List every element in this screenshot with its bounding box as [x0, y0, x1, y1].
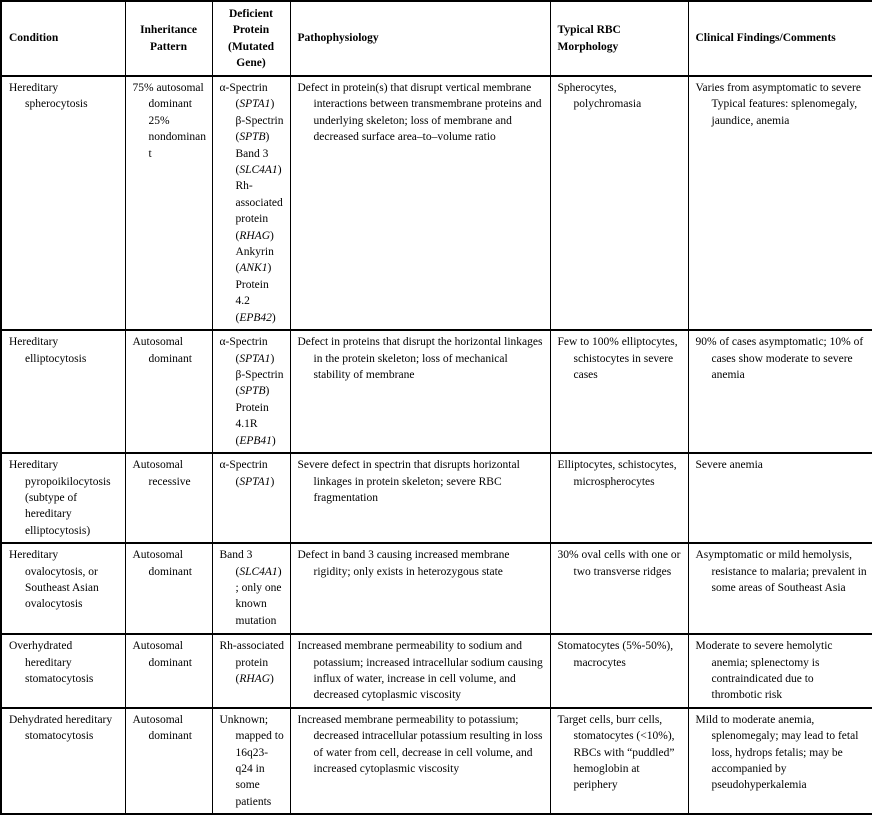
paragraph: Defect in band 3 causing increased membrane rigidity; only exists in heterozygous state	[297, 549, 510, 578]
paragraph: Unknown; mapped to 16q23-q24 in some patients	[219, 713, 284, 808]
cell-deficient-protein	[212, 543, 290, 634]
paragraph: Mild to moderate anemia, splenomegaly; may lead to fetal loss, hydrops fetalis; may be accompanied by pseudohyperkalemia	[695, 713, 859, 792]
header-condition: Condition	[1, 1, 125, 76]
paragraph: Rh-associated protein (RHAG)	[219, 640, 285, 685]
cell-pathophysiology	[290, 543, 550, 634]
cell-rbc-morphology	[550, 453, 688, 543]
paragraph: α-Spectrin (SPTA1) β-Spectrin (SPTB) Protein 4.1R (EPB41)	[219, 336, 284, 447]
cell-inheritance-pattern	[125, 708, 212, 814]
cell-rbc-morphology	[550, 76, 688, 330]
paragraph: Increased membrane permeability to sodium and potassium; increased intracellular sodium causing influx of water, increase in cell volume, and decreased cytoplasmic viscosity	[297, 640, 543, 702]
header-clinical-findings: Clinical Findings/Comments	[688, 1, 872, 76]
paragraph: Asymptomatic or mild hemolysis, resistance to malaria; prevalent in some areas of Southeast Asia	[695, 549, 867, 594]
paragraph: α-Spectrin (SPTA1)	[219, 459, 275, 488]
cell-clinical-findings	[688, 708, 872, 814]
paragraph: Severe defect in spectrin that disrupts horizontal linkages in protein skeleton; severe RBC fragmentation	[297, 459, 520, 504]
cell-condition	[1, 543, 125, 634]
cell-clinical-findings	[688, 453, 872, 543]
paragraph: 25% nondominant	[148, 114, 206, 160]
paragraph: Defect in proteins that disrupt the horizontal linkages in the protein skeleton; loss of mechanical stability of membrane	[297, 336, 543, 381]
cell-rbc-morphology	[550, 708, 688, 814]
cell-rbc-morphology	[550, 330, 688, 453]
cell-clinical-findings	[688, 634, 872, 708]
cell-deficient-protein	[212, 453, 290, 543]
cell-condition	[1, 453, 125, 543]
cell-clinical-findings	[688, 543, 872, 634]
paragraph: Autosomal dominant	[132, 640, 192, 669]
paragraph: Hereditary pyropoikilocytosis (subtype of hereditary elliptocytosis)	[9, 459, 111, 537]
cell-pathophysiology	[290, 76, 550, 330]
table-row	[1, 76, 872, 330]
cell-condition	[1, 708, 125, 814]
paragraph: Hereditary spherocytosis	[9, 82, 88, 111]
paragraph: Stomatocytes (5%-50%), macrocytes	[557, 640, 674, 669]
paragraph: Hereditary ovalocytosis, or Southeast Asian ovalocytosis	[9, 549, 99, 611]
cell-inheritance-pattern	[125, 453, 212, 543]
table-row	[1, 634, 872, 708]
paragraph: Autosomal dominant	[132, 336, 192, 365]
paragraph: Elliptocytes, schistocytes, microspherocytes	[557, 459, 677, 488]
cell-inheritance-pattern	[125, 76, 212, 330]
cell-inheritance-pattern	[125, 543, 212, 634]
header-deficient-protein: Deficient Protein (Mutated Gene)	[212, 1, 290, 76]
cell-clinical-findings	[688, 76, 872, 330]
header-inheritance-pattern: Inheritance Pattern	[125, 1, 212, 76]
cell-pathophysiology	[290, 634, 550, 708]
paragraph: Target cells, burr cells, stomatocytes (<10%), RBCs with “puddled” hemoglobin at periphery	[557, 713, 675, 792]
paragraph: Few to 100% elliptocytes, schistocytes in severe cases	[557, 336, 678, 381]
table-row	[1, 708, 872, 814]
header-pathophysiology: Pathophysiology	[290, 1, 550, 76]
paragraph: Autosomal dominant	[132, 713, 192, 743]
cell-pathophysiology	[290, 330, 550, 453]
paragraph: Overhydrated hereditary stomatocytosis	[9, 640, 94, 685]
header-row	[1, 1, 872, 76]
cell-deficient-protein	[212, 634, 290, 708]
paragraph: Autosomal recessive	[132, 459, 191, 488]
cell-deficient-protein	[212, 76, 290, 330]
header-rbc-morphology: Typical RBC Morphology	[550, 1, 688, 76]
paragraph: Hereditary elliptocytosis	[9, 336, 87, 365]
table-row	[1, 543, 872, 634]
paragraph: Typical features: splenomegaly, jaundice, anemia	[711, 98, 858, 127]
cell-inheritance-pattern	[125, 634, 212, 708]
cell-condition	[1, 330, 125, 453]
cell-condition	[1, 76, 125, 330]
table-row	[1, 453, 872, 543]
cell-deficient-protein	[212, 708, 290, 814]
cell-rbc-morphology	[550, 634, 688, 708]
paragraph: Varies from asymptomatic to severe	[695, 82, 861, 94]
cell-condition	[1, 634, 125, 708]
cell-inheritance-pattern	[125, 330, 212, 453]
cell-pathophysiology	[290, 708, 550, 814]
paragraph: 75% autosomal dominant	[132, 82, 204, 111]
cell-rbc-morphology	[550, 543, 688, 634]
cell-deficient-protein	[212, 330, 290, 453]
table-row	[1, 330, 872, 453]
paragraph: Dehydrated hereditary stomatocytosis	[9, 713, 113, 743]
paragraph: Increased membrane permeability to potassium; decreased intracellular potassium resulting in loss of water from cell, decrease in cell volume, and increased cytoplasmic viscosity	[297, 713, 543, 775]
paragraph: Autosomal dominant	[132, 549, 192, 578]
paragraph: 90% of cases asymptomatic; 10% of cases show moderate to severe anemia	[695, 336, 864, 381]
paragraph: Severe anemia	[695, 459, 763, 472]
paragraph: Defect in protein(s) that disrupt vertical membrane interactions between transmembrane proteins and underlying skeleton; loss of membrane and decreased surface area–to–volume ratio	[297, 82, 542, 144]
cell-pathophysiology	[290, 453, 550, 543]
cell-clinical-findings	[688, 330, 872, 453]
paragraph: Band 3 (SLC4A1); only one known mutation	[219, 549, 282, 627]
paragraph: Moderate to severe hemolytic anemia; splenectomy is contraindicated due to thrombotic risk	[695, 640, 833, 702]
paragraph: Spherocytes, polychromasia	[557, 82, 642, 111]
paragraph: 30% oval cells with one or two transverse ridges	[557, 549, 681, 578]
paragraph: α-Spectrin (SPTA1) β-Spectrin (SPTB) Band 3 (SLC4A1) Rh-associated protein (RHAG) Ankyrin (ANK1) Protein 4.2 (EPB42)	[219, 82, 284, 324]
